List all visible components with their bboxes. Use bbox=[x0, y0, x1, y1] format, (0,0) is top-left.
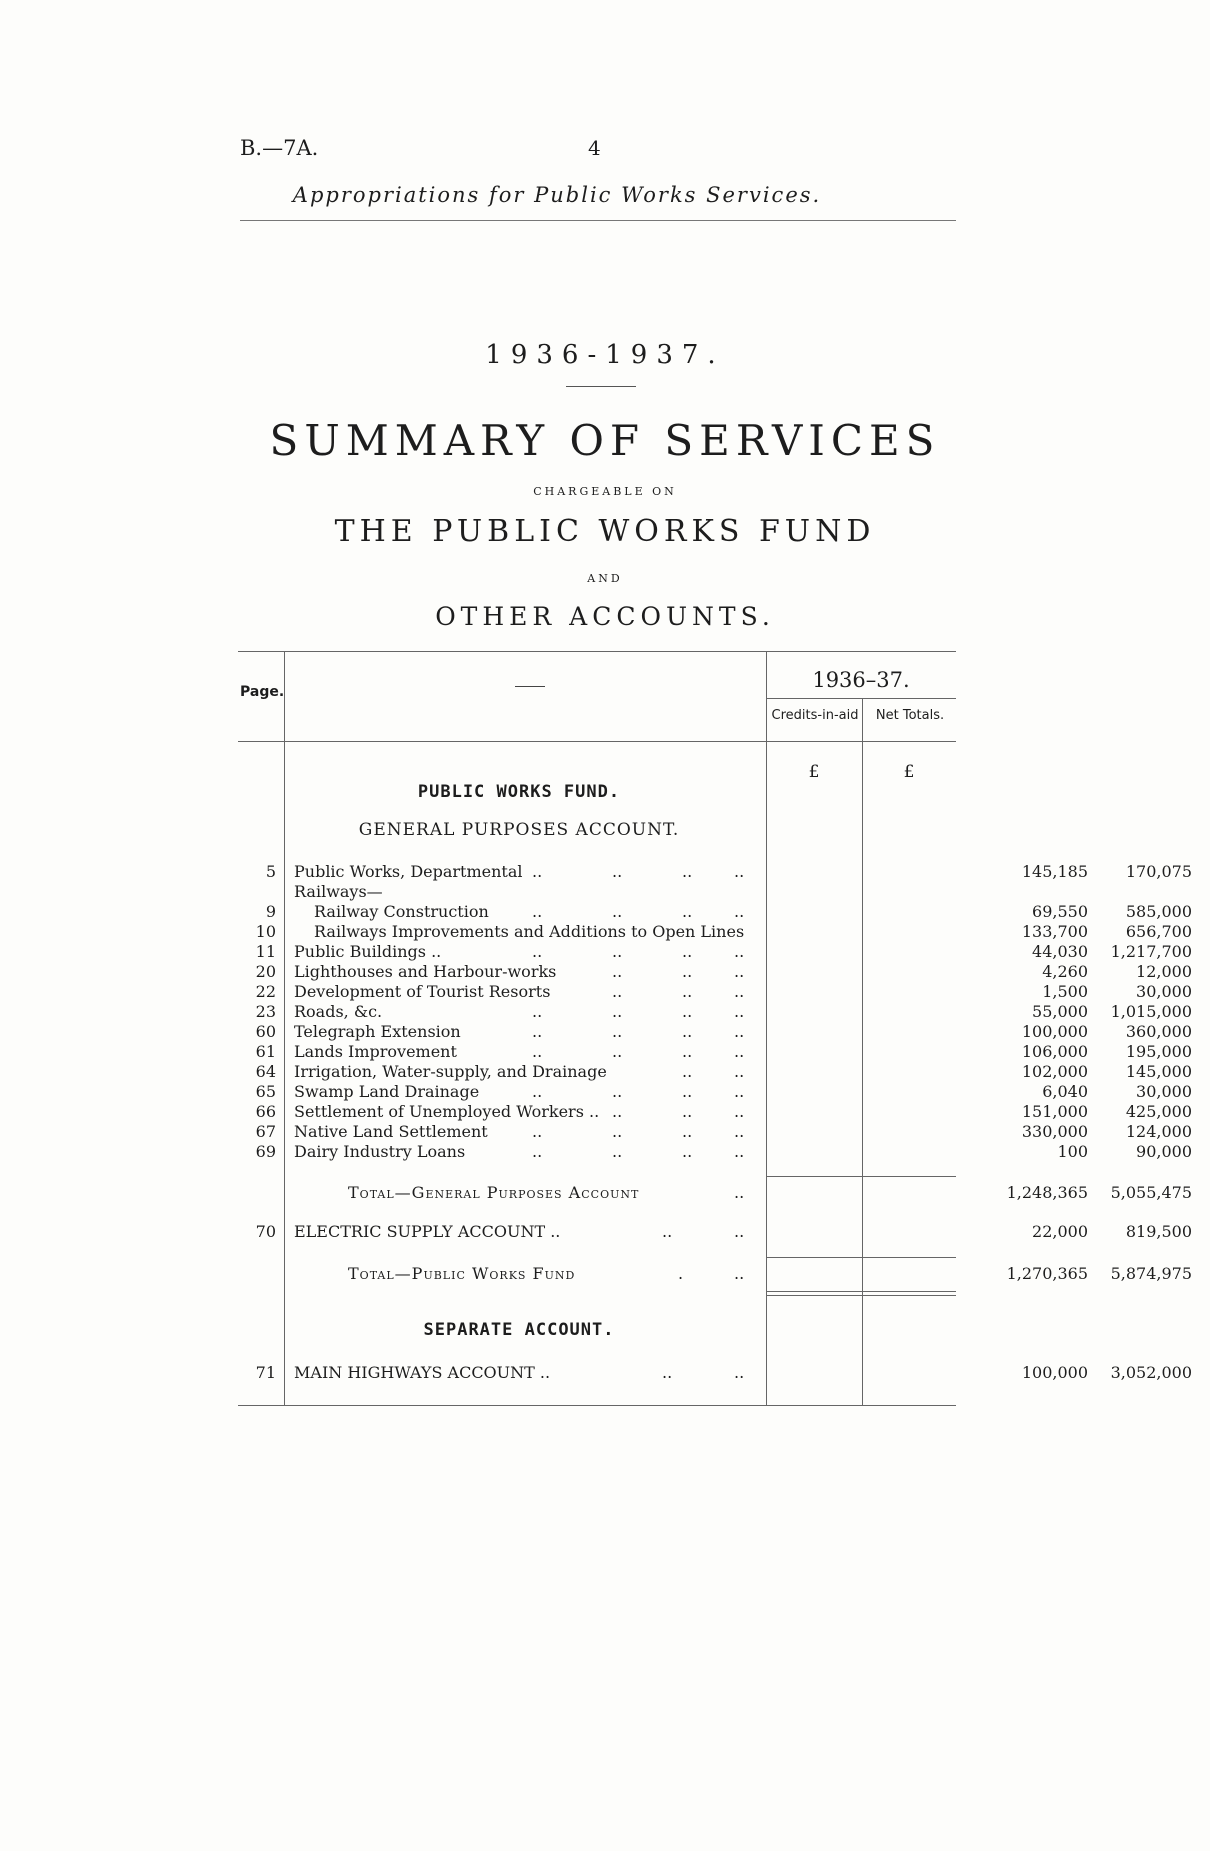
row-net: 12,000 bbox=[1136, 962, 1192, 981]
leader-dots: .. bbox=[734, 1002, 745, 1021]
row-page: 64 bbox=[255, 1062, 276, 1081]
table-row bbox=[238, 1102, 1192, 1122]
leader-dots: .. bbox=[532, 862, 543, 881]
table-bottom-rule bbox=[238, 1405, 956, 1406]
leader-dots: .. bbox=[612, 1142, 623, 1161]
row-page: 9 bbox=[265, 902, 276, 921]
main-highways-net: 3,052,000 bbox=[1110, 1363, 1192, 1382]
row-credits: 145,185 bbox=[1021, 862, 1088, 881]
row-net: 195,000 bbox=[1125, 1042, 1192, 1061]
leader-dots: .. bbox=[532, 942, 543, 961]
row-credits: 102,000 bbox=[1021, 1062, 1088, 1081]
row-page: 11 bbox=[255, 942, 276, 961]
leader-dots: .. bbox=[532, 1122, 543, 1141]
leader-dots: .. bbox=[734, 1142, 745, 1161]
row-description: Lands Improvement bbox=[294, 1042, 457, 1061]
electric-desc: ELECTRIC SUPPLY ACCOUNT .. bbox=[294, 1222, 561, 1241]
header-bottom-rule bbox=[238, 741, 956, 742]
row-page: 60 bbox=[255, 1022, 276, 1041]
leader-dots: .. bbox=[682, 1062, 693, 1081]
row-page: 5 bbox=[265, 862, 276, 881]
row-description: Roads, &c. bbox=[294, 1002, 383, 1021]
leader-dots: .. bbox=[682, 1002, 693, 1021]
electric-net: 819,500 bbox=[1125, 1222, 1192, 1241]
leader-dots: .. bbox=[612, 942, 623, 961]
table-row bbox=[238, 1142, 1192, 1162]
leader-dots: .. bbox=[734, 1363, 745, 1382]
subtotal-rule bbox=[766, 1176, 956, 1177]
leader-dots: .. bbox=[734, 1062, 745, 1081]
row-page: 23 bbox=[255, 1002, 276, 1021]
total-gp-label: Total—General Purposes Account bbox=[348, 1183, 640, 1202]
header-rule bbox=[240, 220, 956, 221]
document-reference: B.—7A. bbox=[240, 136, 319, 160]
table-row bbox=[238, 1122, 1192, 1142]
leader-dots: .. bbox=[682, 862, 693, 881]
table-row bbox=[238, 1022, 1192, 1042]
section-public-works-fund: PUBLIC WORKS FUND. bbox=[417, 782, 621, 802]
row-page: 61 bbox=[255, 1042, 276, 1061]
main-highways-row bbox=[238, 1363, 1192, 1383]
running-title: Appropriations for Public Works Services. bbox=[292, 183, 822, 207]
total-pwf-label: Total—Public Works Fund bbox=[348, 1264, 576, 1283]
total-gp-net: 5,055,475 bbox=[1110, 1183, 1192, 1202]
leader-dots: .. bbox=[662, 1363, 673, 1382]
leader-dots: .. bbox=[612, 1042, 623, 1061]
total-public-works-fund-row bbox=[238, 1264, 1192, 1284]
leader-dots: .. bbox=[662, 1222, 673, 1241]
leader-dots: .. bbox=[682, 1142, 693, 1161]
title-year: 1936-1937. bbox=[485, 340, 725, 370]
leader-dots: .. bbox=[734, 1183, 745, 1202]
leader-dots: .. bbox=[734, 962, 745, 981]
title-other: OTHER ACCOUNTS. bbox=[435, 602, 775, 631]
leader-dots: .. bbox=[734, 862, 745, 881]
row-description: Railways— bbox=[294, 882, 383, 901]
leader-dots: .. bbox=[734, 1122, 745, 1141]
row-page: 69 bbox=[255, 1142, 276, 1161]
row-net: 585,000 bbox=[1125, 902, 1192, 921]
leader-dots: .. bbox=[682, 1102, 693, 1121]
leader-dots: .. bbox=[612, 1002, 623, 1021]
table-row bbox=[238, 1042, 1192, 1062]
table-row bbox=[238, 1062, 1192, 1082]
row-net: 30,000 bbox=[1136, 1082, 1192, 1101]
leader-dots: .. bbox=[734, 1022, 745, 1041]
total-pwf-credits: 1,270,365 bbox=[1006, 1264, 1088, 1283]
row-credits: 100 bbox=[1057, 1142, 1088, 1161]
title-and: AND bbox=[587, 572, 623, 585]
description-header-dash bbox=[515, 686, 545, 687]
row-page: 10 bbox=[255, 922, 276, 941]
year-under-rule bbox=[766, 698, 956, 699]
row-description: Lighthouses and Harbour-works bbox=[294, 962, 557, 981]
row-credits: 151,000 bbox=[1021, 1102, 1088, 1121]
total-general-purposes-row bbox=[238, 1183, 1192, 1203]
leader-dots: .. bbox=[532, 1022, 543, 1041]
leader-dots: .. bbox=[734, 1042, 745, 1061]
row-description: Native Land Settlement bbox=[294, 1122, 488, 1141]
leader-dots: .. bbox=[682, 1022, 693, 1041]
row-net: 360,000 bbox=[1125, 1022, 1192, 1041]
leader-dots: .. bbox=[612, 1122, 623, 1141]
credits-column-header: Credits-in-aid bbox=[771, 708, 859, 723]
row-credits: 100,000 bbox=[1021, 1022, 1088, 1041]
row-description: Development of Tourist Resorts bbox=[294, 982, 551, 1001]
leader-dots: .. bbox=[734, 902, 745, 921]
leader-dots: .. bbox=[612, 862, 623, 881]
table-row bbox=[238, 1082, 1192, 1102]
total-rule bbox=[766, 1257, 956, 1258]
row-description: Irrigation, Water-supply, and Drainage bbox=[294, 1062, 607, 1081]
credits-currency: £ bbox=[808, 762, 820, 782]
row-description: Dairy Industry Loans bbox=[294, 1142, 466, 1161]
main-highways-page: 71 bbox=[255, 1363, 276, 1382]
table-row bbox=[238, 1002, 1192, 1022]
row-credits: 1,500 bbox=[1042, 982, 1088, 1001]
table-row bbox=[238, 922, 1192, 942]
total-gp-credits: 1,248,365 bbox=[1006, 1183, 1088, 1202]
page-column-header: Page. bbox=[240, 684, 285, 700]
year-column-header: 1936–37. bbox=[812, 668, 910, 692]
row-net: 656,700 bbox=[1125, 922, 1192, 941]
row-net: 145,000 bbox=[1125, 1062, 1192, 1081]
row-net: 30,000 bbox=[1136, 982, 1192, 1001]
leader-dots: .. bbox=[532, 1002, 543, 1021]
double-rule-1 bbox=[766, 1291, 956, 1292]
title-fund: THE PUBLIC WORKS FUND bbox=[334, 514, 876, 549]
row-page: 66 bbox=[255, 1102, 276, 1121]
row-credits: 69,550 bbox=[1032, 902, 1088, 921]
leader-dots: .. bbox=[612, 982, 623, 1001]
row-net: 170,075 bbox=[1125, 862, 1192, 881]
leader-dots: .. bbox=[682, 942, 693, 961]
leader-dots: .. bbox=[612, 1022, 623, 1041]
row-net: 425,000 bbox=[1125, 1102, 1192, 1121]
table-row bbox=[238, 902, 1192, 922]
row-credits: 133,700 bbox=[1021, 922, 1088, 941]
total-pwf-net: 5,874,975 bbox=[1110, 1264, 1192, 1283]
leader-dots: .. bbox=[734, 1082, 745, 1101]
leader-dots: .. bbox=[532, 902, 543, 921]
subsection-general-purposes: GENERAL PURPOSES ACCOUNT. bbox=[358, 820, 680, 840]
net-currency: £ bbox=[903, 762, 915, 782]
leader-dots: .. bbox=[612, 962, 623, 981]
main-highways-credits: 100,000 bbox=[1021, 1363, 1088, 1382]
section-separate-account: SEPARATE ACCOUNT. bbox=[423, 1320, 615, 1340]
row-page: 22 bbox=[255, 982, 276, 1001]
electric-page: 70 bbox=[255, 1222, 276, 1241]
row-net: 124,000 bbox=[1125, 1122, 1192, 1141]
row-description: Public Works, Departmental bbox=[294, 862, 523, 881]
main-highways-desc: MAIN HIGHWAYS ACCOUNT .. bbox=[294, 1363, 551, 1382]
leader-dots: .. bbox=[532, 1142, 543, 1161]
page-number: 4 bbox=[588, 136, 601, 160]
row-description: Swamp Land Drainage bbox=[294, 1082, 480, 1101]
leader-dots: .. bbox=[682, 962, 693, 981]
leader-dots: .. bbox=[682, 1122, 693, 1141]
row-description: Railway Construction bbox=[314, 902, 489, 921]
row-credits: 4,260 bbox=[1042, 962, 1088, 981]
leader-dots: .. bbox=[734, 1264, 745, 1283]
row-credits: 44,030 bbox=[1032, 942, 1088, 961]
leader-dots: .. bbox=[734, 982, 745, 1001]
row-page: 67 bbox=[255, 1122, 276, 1141]
table-row bbox=[238, 862, 1192, 882]
row-net: 90,000 bbox=[1136, 1142, 1192, 1161]
double-rule-2 bbox=[766, 1295, 956, 1296]
row-description: Public Buildings .. bbox=[294, 942, 442, 961]
leader-dot: . bbox=[678, 1264, 684, 1283]
table-row bbox=[238, 982, 1192, 1002]
leader-dots: .. bbox=[682, 1042, 693, 1061]
row-page: 65 bbox=[255, 1082, 276, 1101]
leader-dots: .. bbox=[682, 1082, 693, 1101]
table-row bbox=[238, 962, 1192, 982]
table-row bbox=[238, 882, 956, 902]
table-row bbox=[238, 942, 1192, 962]
leader-dots: .. bbox=[532, 1082, 543, 1101]
row-description: Railways Improvements and Additions to Open Lines bbox=[314, 922, 745, 941]
leader-dots: .. bbox=[612, 1082, 623, 1101]
row-net: 1,217,700 bbox=[1110, 942, 1192, 961]
leader-dots: .. bbox=[612, 902, 623, 921]
row-page: 20 bbox=[255, 962, 276, 981]
row-credits: 330,000 bbox=[1021, 1122, 1088, 1141]
title-main: SUMMARY OF SERVICES bbox=[269, 416, 941, 465]
table-top-rule bbox=[238, 651, 956, 652]
title-chargeable: CHARGEABLE ON bbox=[533, 485, 677, 498]
leader-dots: .. bbox=[682, 902, 693, 921]
electric-credits: 22,000 bbox=[1032, 1222, 1088, 1241]
row-credits: 6,040 bbox=[1042, 1082, 1088, 1101]
electric-supply-row bbox=[238, 1222, 1192, 1242]
leader-dots: .. bbox=[734, 1222, 745, 1241]
leader-dots: .. bbox=[734, 942, 745, 961]
net-column-header: Net Totals. bbox=[875, 708, 945, 723]
row-net: 1,015,000 bbox=[1110, 1002, 1192, 1021]
leader-dots: .. bbox=[682, 982, 693, 1001]
row-credits: 55,000 bbox=[1032, 1002, 1088, 1021]
title-rule bbox=[566, 386, 636, 387]
row-credits: 106,000 bbox=[1021, 1042, 1088, 1061]
row-description: Settlement of Unemployed Workers .. bbox=[294, 1102, 600, 1121]
leader-dots: .. bbox=[734, 1102, 745, 1121]
leader-dots: .. bbox=[612, 1102, 623, 1121]
row-description: Telegraph Extension bbox=[294, 1022, 461, 1041]
leader-dots: .. bbox=[532, 1042, 543, 1061]
